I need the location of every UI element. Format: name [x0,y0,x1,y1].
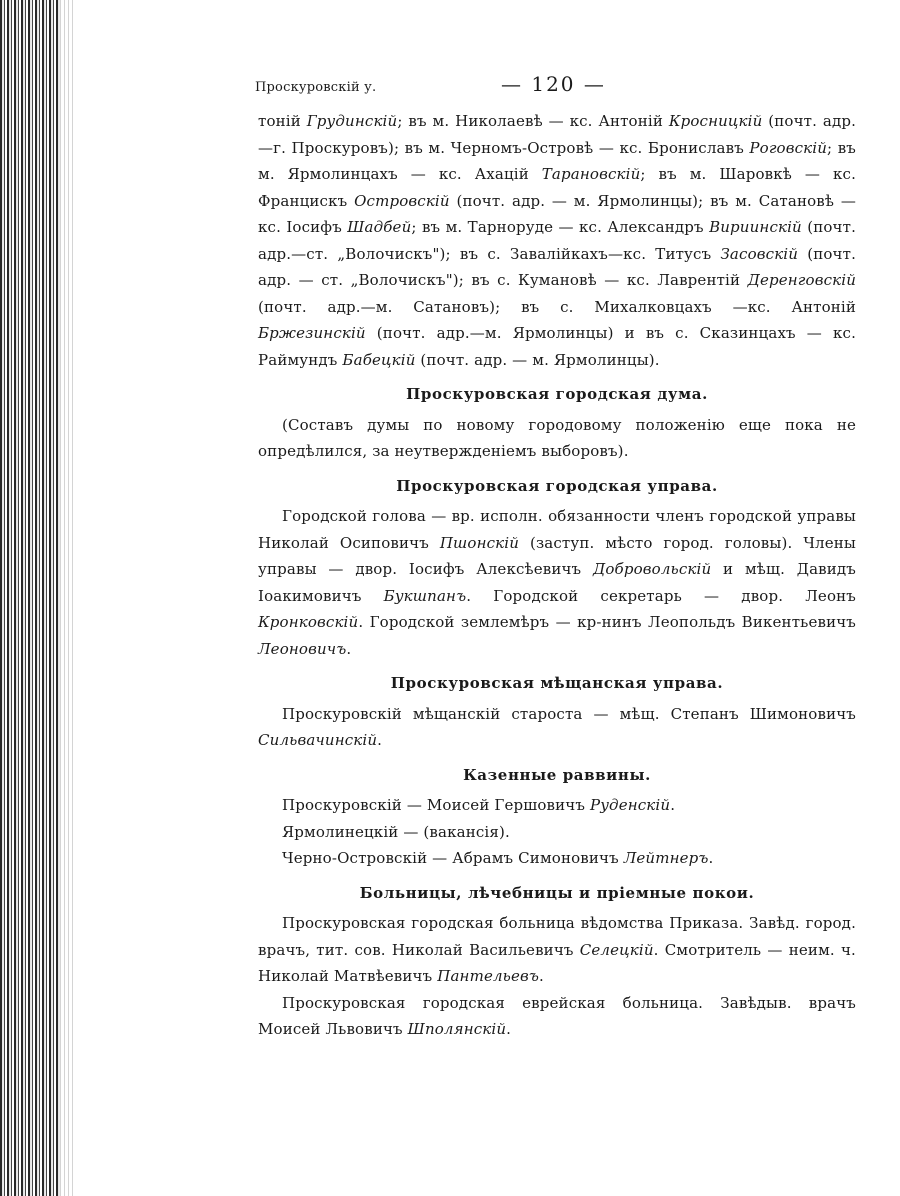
person-surname: Шполянскій [407,1020,507,1038]
text-run: (почт. адр.—м. Сатановъ); въ с. Михалковцахъ —кс. Антоній [258,297,856,316]
text-run: (почт. адр. — м. Ярмолинцы); въ м. Сатановѣ — кс. Іосифъ [258,191,856,236]
list-item [258,819,856,846]
person-surname: Сильвачинскій [258,731,378,749]
text-run: Черно-Островскій — Абрамъ Симоновичъ [282,849,624,867]
text-run: Проскуровскій — Моисей Гершовичъ [282,796,590,814]
person-surname: Добровольскій [593,560,712,578]
text-run: . Городской землемѣръ — кр-нинъ Леопольдъ Викентьевичъ [358,613,856,631]
person-surname: Кронковскій [258,613,359,631]
text-run: . Городской секретарь — двор. Леонъ [466,586,856,605]
person-surname: Лейтнеръ [623,849,709,867]
paragraph [258,990,856,1043]
header-district: Проскуровскій у. [255,80,377,95]
text-run: и мѣщ. Давидъ Іоакимовичъ [258,560,857,605]
person-surname: Шадбей [347,218,412,236]
text-run: тоній [258,112,307,130]
running-header [255,72,855,96]
person-surname: Островскій [354,191,450,210]
person-surname: Бабецкій [342,350,416,369]
text-run: Проскуровскій мѣщанскій староста — мѣщ. Степанъ Шимоновичъ [282,704,856,723]
text-run: (почт. адр.—г. Проскуровъ); въ м. Черномъ-Островѣ — кс. Брониславъ [258,112,857,157]
paragraph [258,701,856,754]
text-run: . [346,639,352,658]
section-heading: Проскуровская городская управа. [396,476,718,495]
text-run: ; въ м. Николаевѣ — кс. Антоній [397,112,669,130]
text-run: . [506,1020,512,1038]
person-surname: Пантельевъ [437,967,540,985]
paragraph [258,910,856,990]
person-surname: Кросницкій [668,112,763,130]
person-surname: Пшонскій [439,533,520,552]
person-surname: Вириинскій [709,218,802,236]
section-heading: Проскуровская мѣщанская управа. [390,674,724,692]
text-run: . [539,967,544,985]
person-surname: Засовскій [720,244,799,263]
text-run: Проскуровская городская еврейская больница. Завѣдыв. врачъ Моисей Львовичъ [258,993,856,1038]
text-run: . [708,849,714,867]
page-number: — 120 — [501,72,606,96]
paragraph [258,108,856,373]
list-item [258,845,856,872]
paragraph [258,412,856,465]
text-run: . [670,796,676,814]
text-run: (почт. адр. — м. Ярмолинцы). [415,350,660,369]
book-binding-edge [0,0,60,1196]
list-item [258,792,856,819]
section-heading: Казенные раввины. [463,765,651,784]
person-surname: Грудинскій [306,112,398,130]
text-run: Проскуровская городская больница вѣдомства Приказа. Завѣд. город. врачъ, тит. сов. Николай Васильевичъ [258,914,856,959]
text-run: (заступ. мѣсто город. головы). Члены управы — двор. Іосифъ Алексѣевичъ [258,533,857,578]
text-run: . Смотритель — неим. ч. Николай Матвѣевичъ [258,940,856,985]
text-run: ; въ м. Тарноруде — кс. Александръ [411,218,710,236]
person-surname: Бржезинскій [258,324,366,342]
text-run: . [377,731,383,749]
text-run: (почт. адр.—м. Ярмолинцы) и въ с. Сказинцахъ — кс. Раймундъ [258,324,856,369]
person-surname: Руденскій [589,796,671,814]
person-surname: Тарановскій [541,165,641,183]
person-surname: Букшпанъ [383,586,467,605]
person-surname: Деренговскій [747,271,856,289]
text-run: (почт. адр.—ст. „Волочискъ"); въ с. Завалійкахъ—кс. Титусъ [258,218,856,263]
person-surname: Селецкій [579,940,654,959]
text-run: ; въ м. Шаровкѣ — кс. Францискъ [258,165,856,210]
text-run: (Составъ думы по новому городовому положенію еще пока не опредѣлился, за неутвержденіемъ выборовъ). [258,415,856,460]
section-heading: Проскуровская городская дума. [406,385,708,403]
paragraph [258,503,856,662]
page-body [258,108,856,1043]
text-run: Городской голова — вр. исполн. обязанности членъ городской управы Николай Осиповичъ [258,507,856,552]
text-run: (почт. адр. — ст. „Волочискъ"); въ с. Кумановѣ — кс. Лаврентій [258,244,856,289]
section-heading: Больницы, лѣчебницы и пріемные покои. [359,883,755,902]
person-surname: Роговскій [749,138,828,157]
person-surname: Леоновичъ [258,639,347,658]
text-run: ; въ м. Ярмолинцахъ — кс. Ахацій [258,138,856,183]
text-run: Ярмолинецкій — (вакансія). [282,822,510,841]
